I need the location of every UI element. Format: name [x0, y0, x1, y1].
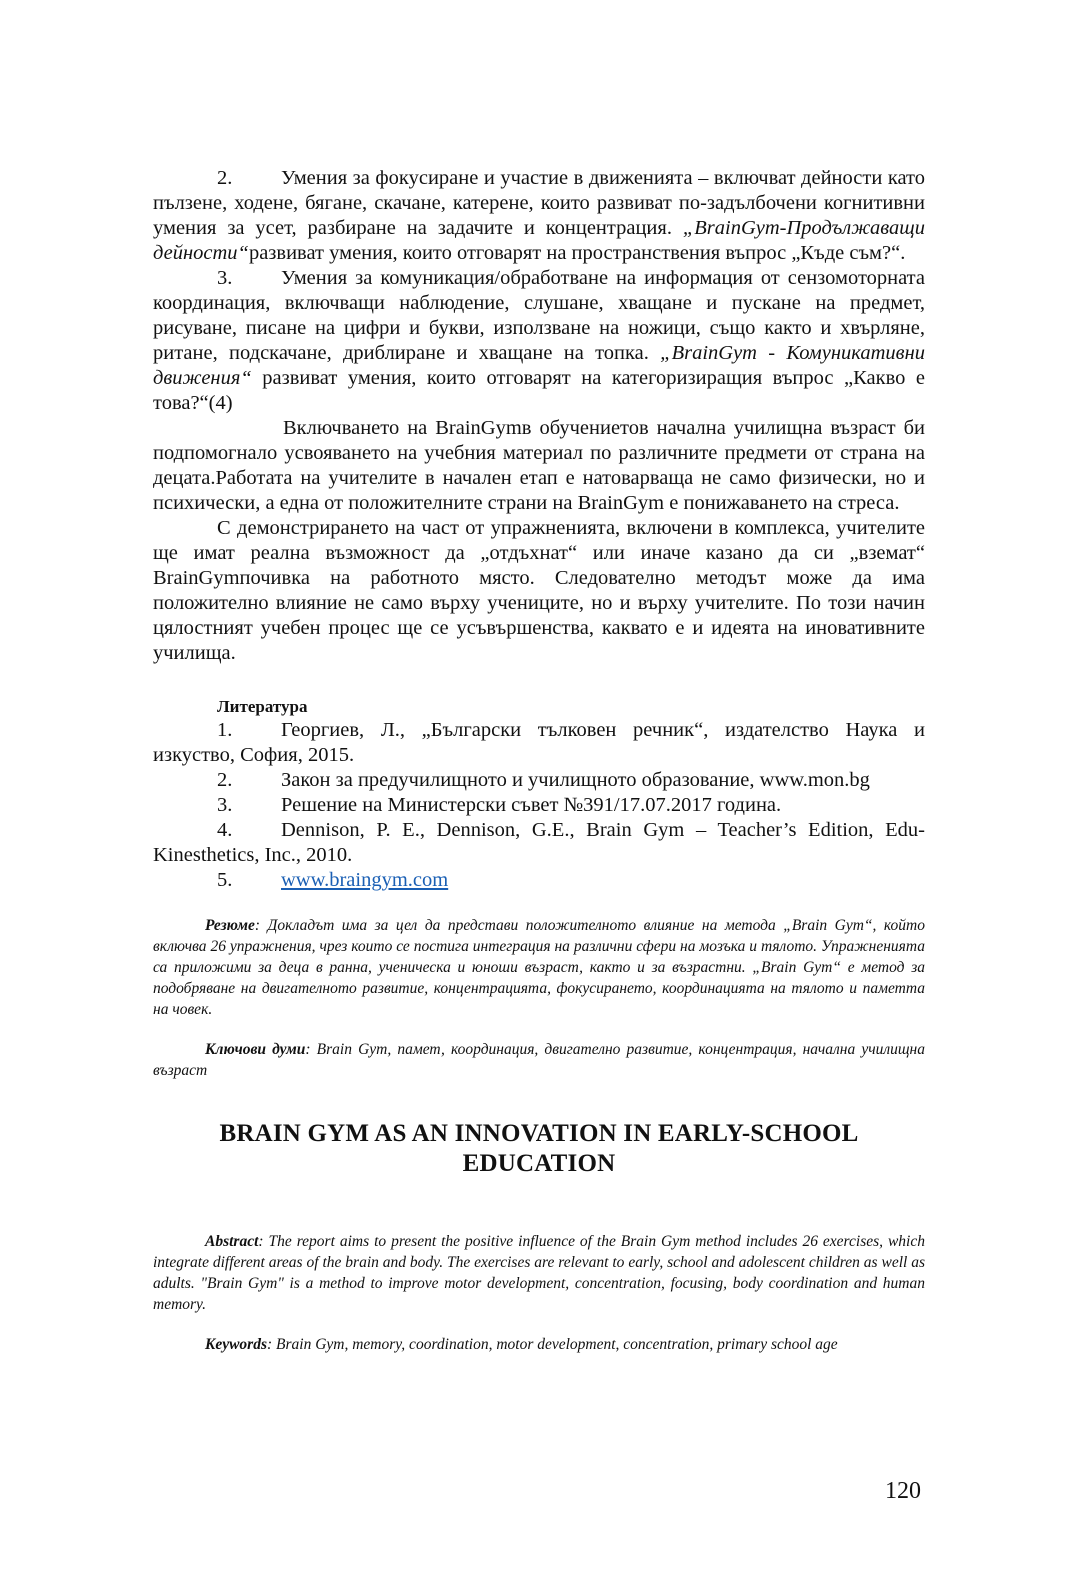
reference-item: [153, 768, 925, 793]
ref-number: 5.: [217, 869, 233, 891]
ref-number: 3.: [217, 794, 233, 816]
keywords-en-label: Keywords: [205, 1336, 267, 1353]
ref-text: Dennison, P. E., Dennison, G.E., Brain Gym – Teacher’s Edition, Edu-Kinesthetics, Inc., 2010.: [153, 819, 925, 866]
page-number: 120: [885, 1478, 921, 1504]
keywords-en: [153, 1334, 925, 1355]
english-title-line2: EDUCATION: [462, 1150, 616, 1177]
summary-text: : Докладът има за цел да представи положителното влияние на метода „Brain Gym“, който включва 26 упражнения, чрез които се постига интеграция на различни сфери на мозъка и тялото. Упражненията са приложими за деца в ранна, ученическа и юноши възраст, както и за възрастни. „Brain Gym“ е метод за подобряване на двигателното развитие, концентрацията, фокусирането, координацията на тялото и паметта на човек.: [153, 917, 925, 1018]
abstract-en: [153, 1231, 925, 1315]
literature-heading: Литература: [217, 697, 308, 716]
reference-item: [153, 868, 925, 893]
item-text-end: развиват умения, които отговарят на категоризиращия въпрос „Какво е това?“(4): [153, 367, 925, 414]
ref-text: Закон за предучилищното и училищното образование, www.mon.bg: [281, 769, 870, 791]
item-text: Умения за фокусиране и участие в движенията – включват дейности като пълзене, ходене, бягане, скачане, катерене, които развиват по-задълбочени когнитивни умения за усет, разбиране на задачите и концентрация.: [153, 167, 925, 239]
ref-number: 4.: [217, 819, 233, 841]
summary-label: Резюме: [205, 917, 255, 934]
keywords-en-text: : Brain Gym, memory, coordination, motor development, concentration, primary school age: [267, 1336, 838, 1353]
reference-item: [153, 818, 925, 868]
paragraph-braingym-inclusion: Включването на BrainGymв обучениетов начална училищна възраст би подпомогнало усвояването на учебния материал по различните предмети от страна на децата.Работата на учителите в начален етап е натоварваща не само физически, но и психически, а една от положителните страни на BrainGym е понижаването на стреса.: [153, 417, 925, 514]
reference-item: [153, 793, 925, 818]
keywords-bg: [153, 1039, 925, 1081]
list-item-3: [153, 266, 925, 416]
page-body: [153, 166, 925, 1355]
summary-bg: [153, 915, 925, 1020]
ref-number: 1.: [217, 719, 233, 741]
item-text-end: развиват умения, които отговарят на пространствения въпрос „Къде съм?“.: [248, 242, 906, 264]
item-text: Умения за комуникация/обработване на информация от сензомоторната координация, включващи наблюдение, слушане, хващане и пускане на предмет, рисуване, писане на цифри и букви, използване на ножици, също както и хвърляне, ритане, подскачане, дриблиране и хващане на топка.: [153, 267, 925, 364]
ref-number: 2.: [217, 769, 233, 791]
english-title: [153, 1119, 925, 1179]
item-italic-term: „BrainGym - Комуникативни движения“: [153, 342, 925, 389]
paragraph-demonstration: С демонстрирането на част от упражненията, включени в комплекса, учителите ще имат реална възможност да „отдъхнат“ или иначе казано да си „вземат“ BrainGymпочивка на работното място. Следователно методът може да има положително влияние не само върху учениците, но и върху учителите. По този начин цялостният учебен процес ще се усъвършенства, каквато е и идеята на иновативните училища.: [153, 517, 925, 664]
item-italic-term: „BrainGym-Продължаващи дейности“: [153, 217, 925, 264]
ref-text: Решение на Министерски съвет №391/17.07.2017 година.: [281, 794, 782, 816]
ref-text: Георгиев, Л., „Български тълковен речник“, издателство Наука и изкуство, София, 2015.: [153, 719, 925, 766]
keywords-text: : Brain Gym, памет, координация, двигателно развитие, концентрация, начална училищна възраст: [153, 1041, 925, 1079]
reference-item: [153, 718, 925, 768]
item-number: 3.: [217, 267, 233, 289]
english-title-line1: BRAIN GYM AS AN INNOVATION IN EARLY-SCHOOL: [219, 1120, 859, 1147]
list-item-2: [153, 166, 925, 266]
keywords-label: Ключови думи: [205, 1041, 306, 1058]
braingym-link[interactable]: www.braingym.com: [281, 869, 449, 891]
item-number: 2.: [217, 167, 233, 189]
abstract-label: Abstract: [205, 1233, 259, 1250]
abstract-text: : The report aims to present the positive influence of the Brain Gym method includes 26 exercises, which integrate different areas of the brain and body. The exercises are relevant to early, school and adolescent children as well as adults. "Brain Gym" is a method to improve motor development, concentration, focusing, body coordination and human memory.: [153, 1233, 925, 1313]
